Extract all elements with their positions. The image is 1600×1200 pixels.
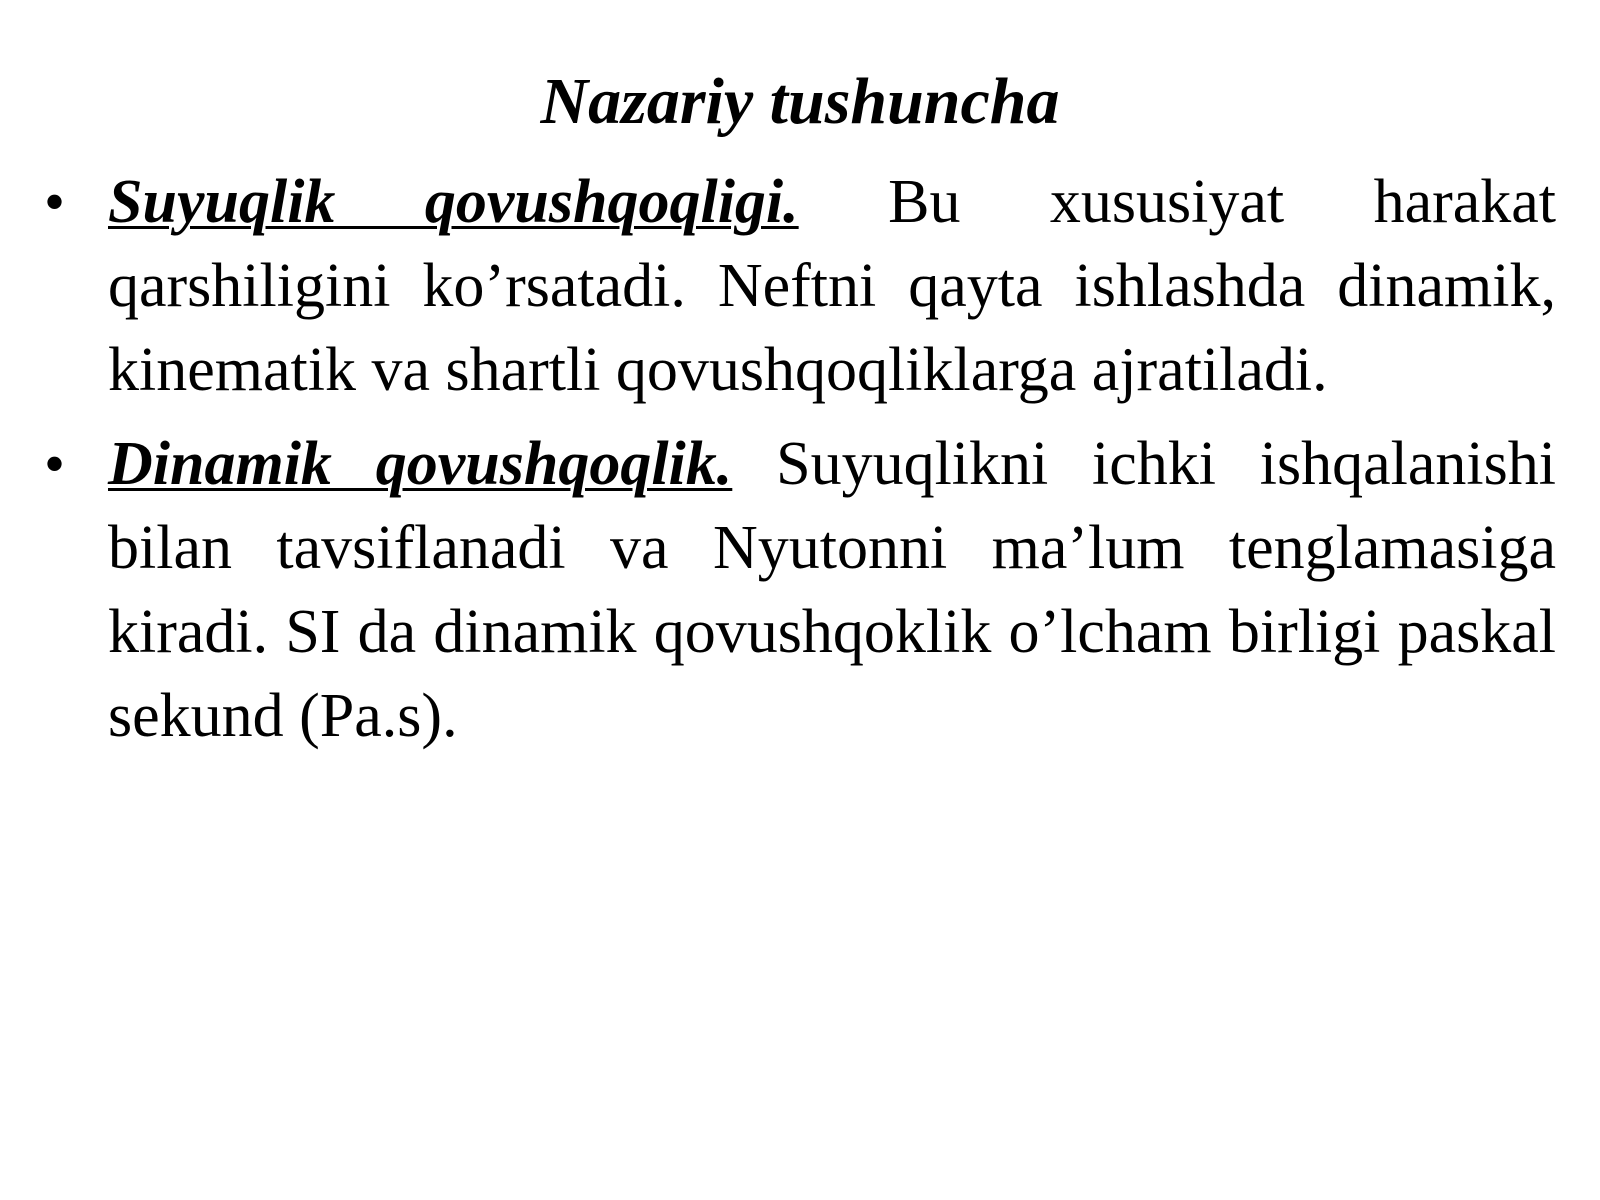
bullet-term: Suyuqlik qovushqoqligi. xyxy=(108,168,799,236)
bullet-text xyxy=(108,160,1556,412)
bullet-icon: • xyxy=(44,431,66,497)
bullet-item xyxy=(0,160,1600,412)
bullet-item xyxy=(0,422,1600,758)
bullet-list xyxy=(0,160,1600,768)
bullet-icon: • xyxy=(44,169,66,235)
slide-title: Nazariy tushuncha xyxy=(540,65,1060,138)
bullet-body: Suyuqlikni ichki ishqalanishi bilan tavsiflanadi va Nyutonni ma’lum tenglamasiga kiradi. SI da dinamik qovushqoklik o’lcham birligi paskal sekund (Pa.s). xyxy=(108,430,1556,750)
bullet-text xyxy=(108,422,1556,758)
bullet-body: Bu xususiyat harakat qarshiligini ko’rsatadi. Neftni qayta ishlashda dinamik, kinematik va shartli qovushqoqliklarga ajratiladi. xyxy=(108,168,1556,404)
bullet-term: Dinamik qovushqoqlik. xyxy=(108,430,733,498)
